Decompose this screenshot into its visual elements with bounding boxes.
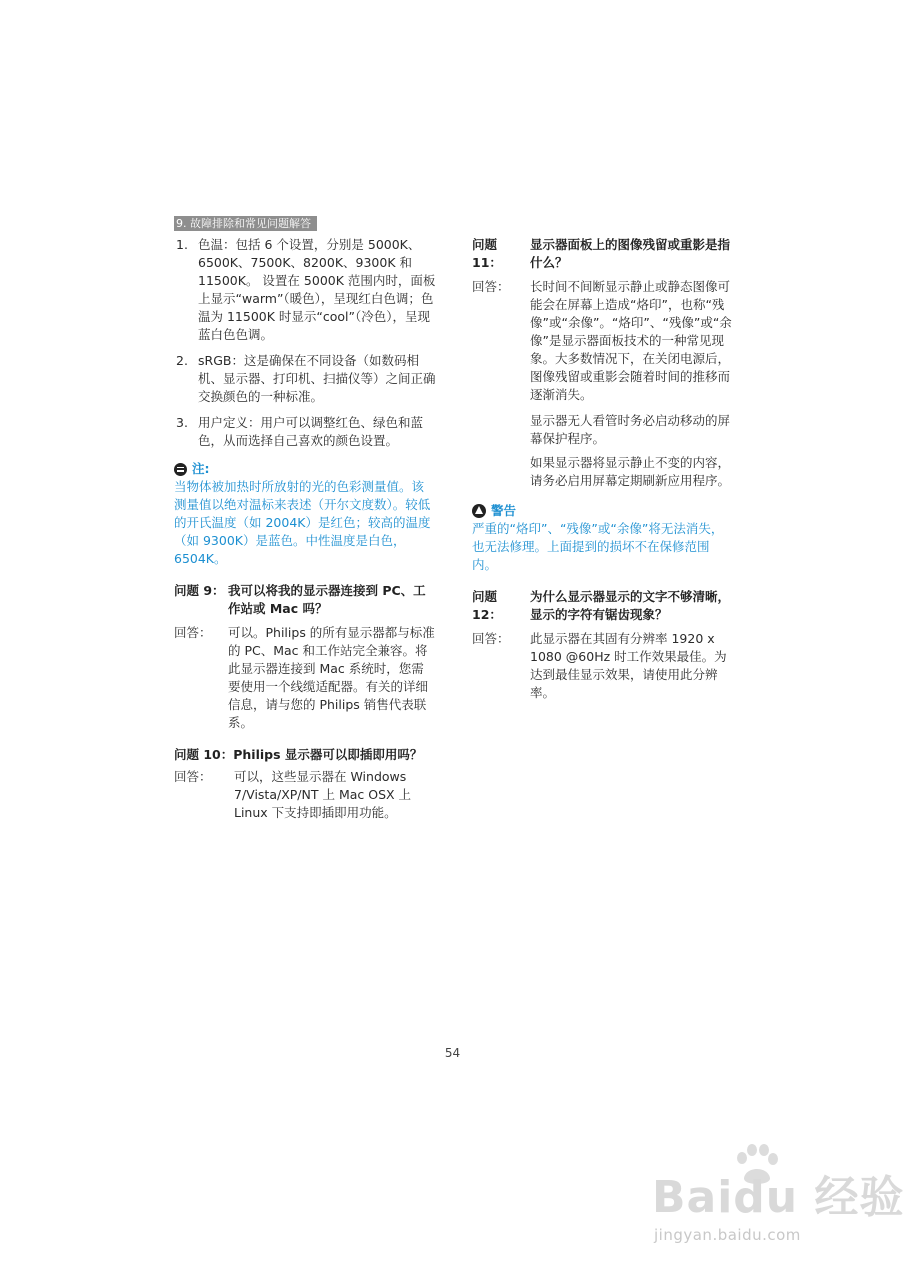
question <box>174 746 436 764</box>
question <box>472 236 734 272</box>
answer <box>472 630 734 702</box>
answer-label: 回答： <box>174 625 212 640</box>
note-header <box>174 460 436 478</box>
list-text: 色温：包括 6 个设置，分别是 5000K、6500K、7500K、8200K、9300K 和 11500K。 设置在 5000K 范围内时，面板上显示“warm”（暖色），呈现红白色调；色温为 11500K 时显示“cool”（冷色），呈现蓝白色色调。 <box>198 237 436 342</box>
list-text: sRGB：这是确保在不同设备（如数码相机、显示器、打印机、扫描仪等）之间正确交换颜色的一种标准。 <box>198 353 436 404</box>
warning-box <box>472 502 734 574</box>
warning-icon <box>472 504 486 518</box>
answer-text: 此显示器在其固有分辨率 1920 x 1080 @60Hz 时工作效果最佳。为达到最佳显示效果，请使用此分辨率。 <box>530 631 727 700</box>
question <box>472 588 734 624</box>
section-title: 9. 故障排除和常见问题解答 <box>174 216 317 231</box>
page-number: 54 <box>444 1046 461 1060</box>
question-text: 我可以将我的显示器连接到 PC、工作站或 Mac 吗？ <box>228 583 426 616</box>
answer-text: 可以。Philips 的所有显示器都与标准的 PC、Mac 和工作站完全兼容。将此显示器连接到 Mac 系统时，您需要使用一个线缆适配器。有关的详细信息，请与您的 Philips 销售代表联系。 <box>228 625 435 730</box>
note-text: 当物体被加热时所放射的光的色彩测量值。该测量值以绝对温标来表述（开尔文度数）。较低的开氏温度（如 2004K）是红色；较高的温度（如 9300K）是蓝色。中性温度是白色，6504K。 <box>174 479 431 566</box>
question-text: 显示器面板上的图像残留或重影是指什么？ <box>530 237 731 270</box>
watermark-url: jingyan.baidu.com <box>654 1226 801 1244</box>
answer-body <box>530 278 734 490</box>
left-column <box>174 236 436 822</box>
list-item <box>174 236 436 344</box>
list-item <box>174 352 436 406</box>
qa-item-10 <box>174 746 436 822</box>
answer-label: 回答： <box>472 279 510 294</box>
question-text: Philips 显示器可以即插即用吗？ <box>233 747 423 762</box>
question-label: 问题 11： <box>472 237 502 270</box>
color-settings-list <box>174 236 436 450</box>
question-text: 为什么显示器显示的文字不够清晰，显示的字符有锯齿现象？ <box>530 589 731 622</box>
answer-text: 可以，这些显示器在 Windows 7/Vista/XP/NT 上 Mac OSX 上 Linux 下支持即插即用功能。 <box>234 769 412 820</box>
warning-header <box>472 502 734 520</box>
answer <box>472 278 734 490</box>
answer-paragraph: 长时间不间断显示静止或静态图像可能会在屏幕上造成“烙印”，也称“残像”或“余像”。“烙印”、“残像”或“余像”是显示器面板技术的一种常见现象。大多数情况下，在关闭电源后，图像残留或重影会随着时间的推移而逐渐消失。 <box>530 279 732 402</box>
watermark <box>640 1140 905 1250</box>
list-item <box>174 414 436 450</box>
list-number: 2. <box>176 353 188 368</box>
note-label: 注: <box>192 461 210 476</box>
note-icon <box>174 463 187 476</box>
question-label: 问题 9： <box>174 583 225 598</box>
answer-paragraph: 如果显示器将显示静止不变的内容，请务必启用屏幕定期刷新应用程序。 <box>530 455 731 488</box>
question <box>174 582 436 618</box>
qa-item-9 <box>174 582 436 732</box>
question-label: 问题 10： <box>174 747 234 762</box>
answer-label: 回答： <box>472 631 510 646</box>
list-text: 用户定义：用户可以调整红色、绿色和蓝色，从而选择自己喜欢的颜色设置。 <box>198 415 424 448</box>
question-label: 问题 12： <box>472 589 502 622</box>
warning-label: 警告 <box>491 503 517 518</box>
qa-item-12 <box>472 588 734 702</box>
list-number: 3. <box>176 415 188 430</box>
qa-item-11 <box>472 236 734 490</box>
note-box <box>174 460 436 568</box>
list-number: 1. <box>176 237 188 252</box>
warning-text: 严重的“烙印”、“残像”或“余像”将无法消失，也无法修理。上面提到的损坏不在保修范围内。 <box>472 521 724 572</box>
answer-label: 回答： <box>174 769 212 784</box>
right-column <box>472 236 734 702</box>
answer <box>174 624 436 732</box>
answer <box>174 768 436 822</box>
watermark-logo: Baidu 经验 <box>652 1172 905 1223</box>
answer-paragraph: 显示器无人看管时务必启动移动的屏幕保护程序。 <box>530 413 731 446</box>
